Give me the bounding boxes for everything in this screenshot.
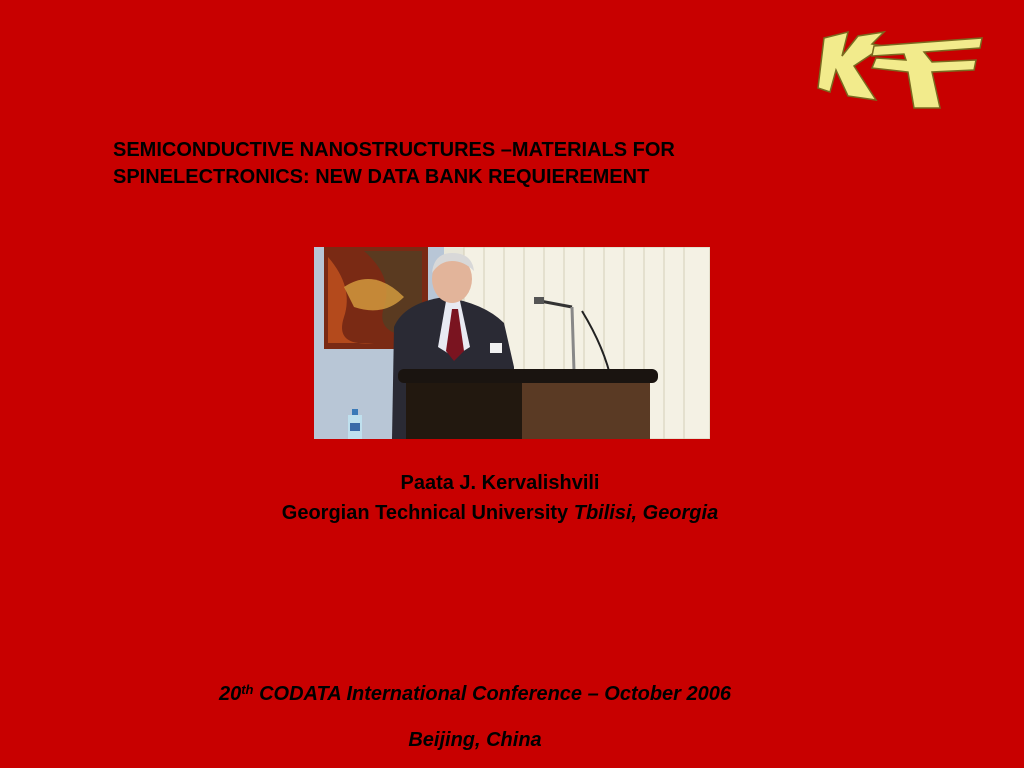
author-name: Paata J. Kervalishvili xyxy=(400,472,600,494)
affiliation-location: Tbilisi, Georgia xyxy=(573,502,719,524)
conference-name-date: CODATA International Conference – October 2006 xyxy=(259,683,732,705)
conference-line xyxy=(0,683,950,706)
affiliation-institution: Georgian Technical University xyxy=(281,502,569,524)
conference-number: 20 xyxy=(218,683,242,705)
slide-title-line-2: SPINELECTRONICS: NEW DATA BANK REQUIEREMENT xyxy=(113,166,650,188)
conference-ordinal-suffix: th xyxy=(241,682,254,697)
author-affiliation xyxy=(0,498,1000,528)
slide-title xyxy=(113,137,893,191)
conference-city: Beijing, China xyxy=(408,729,542,751)
speaker-at-podium-photo xyxy=(314,247,710,439)
slide-title-line-1: SEMICONDUCTIVE NANOSTRUCTURES –MATERIALS FOR xyxy=(113,139,675,161)
institution-logo-icon xyxy=(814,26,986,110)
